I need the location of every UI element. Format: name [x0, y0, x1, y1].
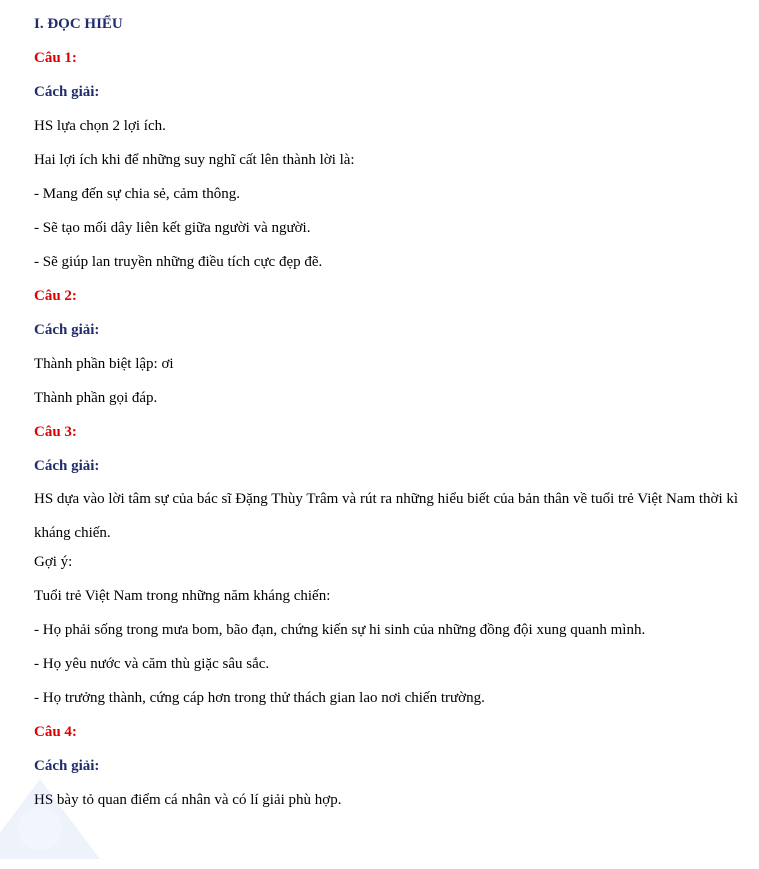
question-2-label: Câu 2: — [34, 288, 77, 304]
question-1-line: - Sẽ tạo mối dây liên kết giữa người và người. — [34, 220, 311, 236]
question-1-solution-label: Cách giải: — [34, 84, 100, 100]
section-title: I. ĐỌC HIỂU — [34, 16, 123, 32]
question-1-line: - Sẽ giúp lan truyền những điều tích cực đẹp đẽ. — [34, 254, 323, 270]
question-3-label: Câu 3: — [34, 424, 77, 440]
question-4-label: Câu 4: — [34, 724, 77, 740]
question-1-line: Hai lợi ích khi để những suy nghĩ cất lên thành lời là: — [34, 152, 355, 168]
question-3-line: - Họ yêu nước và căm thù giặc sâu sắc. — [34, 656, 270, 672]
question-3-solution-label: Cách giải: — [34, 458, 100, 474]
question-2-solution-label: Cách giải: — [34, 322, 100, 338]
question-3-line: - Họ phải sống trong mưa bom, bão đạn, chứng kiến sự hi sinh của những đồng đội xung quanh mình. — [34, 622, 646, 638]
question-2-line: Thành phần gọi đáp. — [34, 390, 158, 406]
question-3-line: - Họ trưởng thành, cứng cáp hơn trong thử thách gian lao nơi chiến trường. — [34, 690, 485, 706]
question-3-paragraph: HS dựa vào lời tâm sự của bác sĩ Đặng Thùy Trâm và rút ra những hiểu biết của bản thân về tuổi trẻ Việt Nam thời kì kháng chiến. — [34, 491, 739, 541]
question-2-line: Thành phần biệt lập: ơi — [34, 356, 174, 372]
question-1-line: - Mang đến sự chia sẻ, cảm thông. — [34, 186, 240, 202]
question-4-line: HS bày tỏ quan điểm cá nhân và có lí giải phù hợp. — [34, 792, 342, 808]
question-1-line: HS lựa chọn 2 lợi ích. — [34, 118, 166, 134]
watermark-logo-graphic — [0, 759, 110, 869]
question-3-line: Tuổi trẻ Việt Nam trong những năm kháng chiến: — [34, 588, 331, 604]
question-4-solution-label: Cách giải: — [34, 758, 100, 774]
question-1-label: Câu 1: — [34, 50, 77, 66]
question-3-line: Gợi ý: — [34, 554, 73, 570]
